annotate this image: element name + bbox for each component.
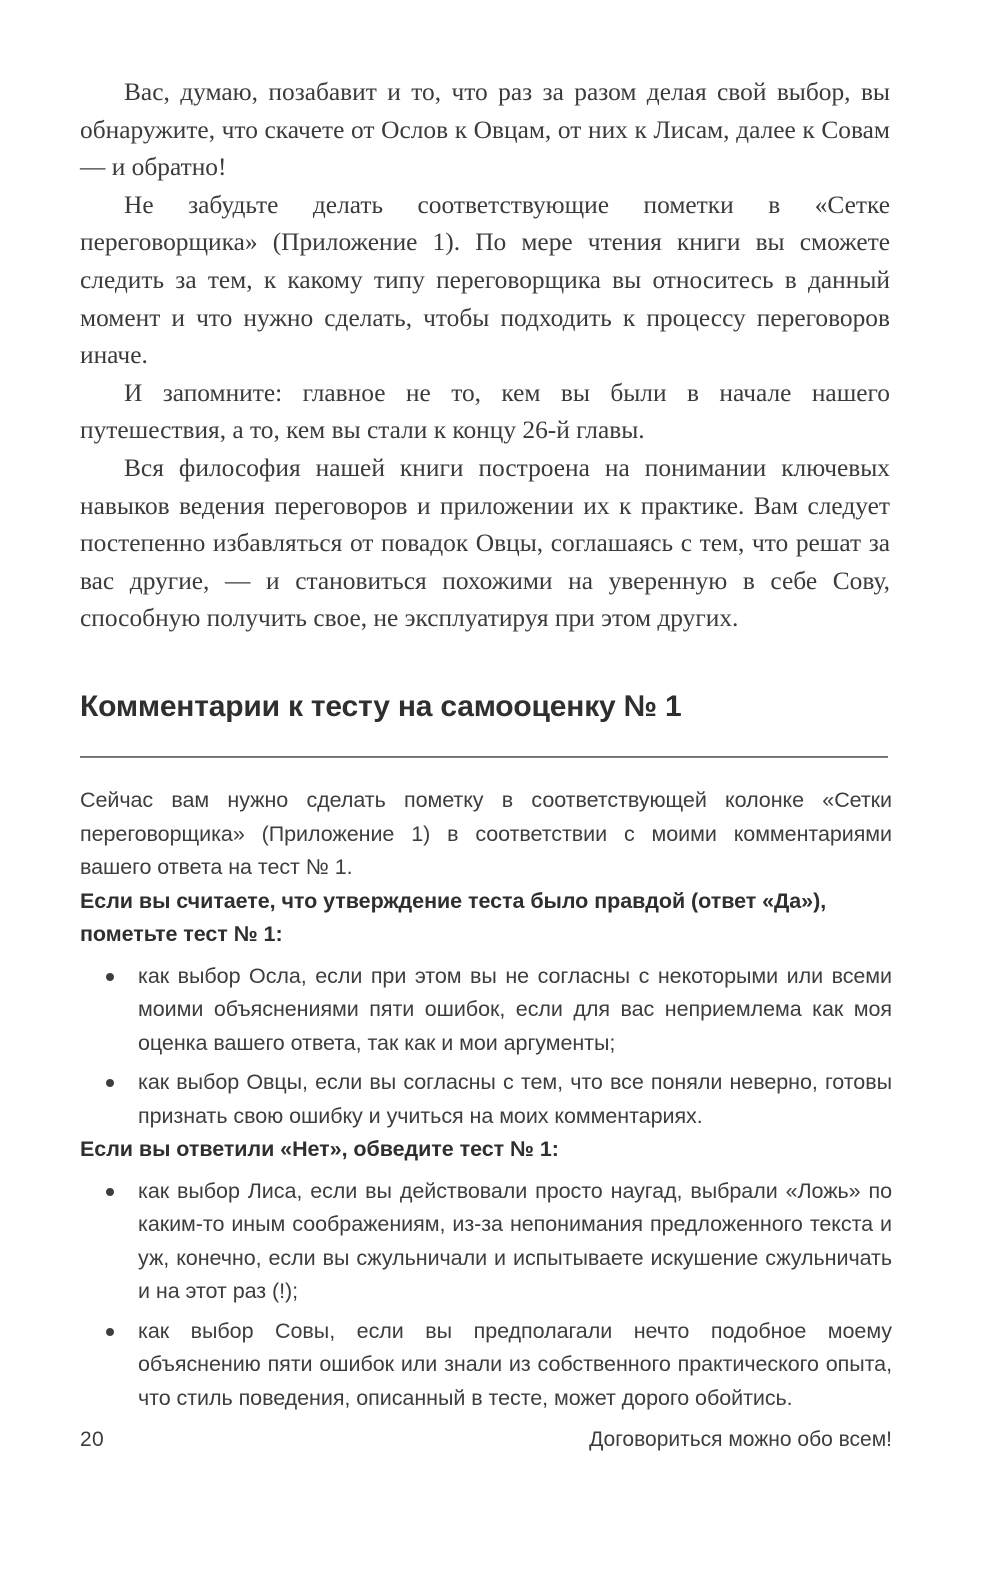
list-item xyxy=(80,1066,892,1133)
group-1-list xyxy=(80,960,892,1134)
body-text-block xyxy=(80,74,890,638)
bullet-dot-icon xyxy=(106,1079,114,1087)
bullet-dot-icon xyxy=(106,1328,114,1336)
page-footer xyxy=(80,1428,892,1460)
commentary-intro: Сейчас вам нужно сделать пометку в соответствующей колонке «Сетки переговорщика» (Приложение 1) в соответствии с моими комментариями вашего ответа на тест № 1. xyxy=(80,788,892,879)
numero-symbol: № xyxy=(623,690,657,723)
body-paragraph-3: И запомните: главное не то, кем вы были в начале нашего путешествия, а то, кем вы стали к концу 26-й главы. xyxy=(80,378,890,445)
bullet-dot-icon xyxy=(106,1188,114,1196)
list-item-text: как выбор Осла, если при этом вы не согласны с некоторыми или всеми моими объяснениями пяти ошибок, если для вас неприемлема как моя оценка вашего ответа, так как и мои аргументы; xyxy=(138,963,892,1055)
page-number: 20 xyxy=(80,1428,104,1451)
bullet-dot-icon xyxy=(106,973,114,981)
heading-divider xyxy=(80,756,888,758)
list-item xyxy=(80,1315,892,1416)
list-item xyxy=(80,1175,892,1309)
body-paragraph-2: Не забудьте делать соответствующие пометки в «Сетке переговорщика» (Приложение 1). По мере чтения книги вы сможете следить за тем, к какому типу переговорщика вы относитесь в данный момент и что нужно сделать, чтобы подходить к процессу переговоров иначе. xyxy=(80,190,890,370)
body-paragraph-4: Вся философия нашей книги построена на понимании ключевых навыков ведения переговоров и приложении их к практике. Вам следует постепенно избавляться от повадок Овцы, соглашаясь с тем, что решат за вас другие, — и становиться похожими на уверенную в себе Сову, способную получить свое, не эксплуатируя при этом других. xyxy=(80,453,890,633)
list-item-text: как выбор Овцы, если вы согласны с тем, что все поняли неверно, готовы признать свою ошибку и учиться на моих комментариях. xyxy=(138,1070,892,1128)
numero-icon xyxy=(624,690,657,724)
group-2-list xyxy=(80,1175,892,1416)
section-heading-text: Комментарии к тесту на самооценку xyxy=(80,690,624,723)
list-item-text: как выбор Совы, если вы предполагали нечто подобное моему объяснению пяти ошибок или знали из собственного практического опыта, что стиль поведения, описанный в тесте, может дорого обойтись. xyxy=(138,1318,892,1410)
group-1-lead: Если вы считаете, что утверждение теста было правдой (ответ «Да»), пометьте тест № 1: xyxy=(80,888,827,946)
body-paragraph-1: Вас, думаю, позабавит и то, что раз за разом делая свой выбор, вы обнаружите, что скачете от Ослов к Овцам, от них к Лисам, далее к Совам — и обратно! xyxy=(80,78,890,182)
list-item xyxy=(80,960,892,1061)
group-2-lead: Если вы ответили «Нет», обведите тест № 1: xyxy=(80,1137,559,1161)
section-heading-number: 1 xyxy=(656,690,682,723)
section-heading xyxy=(80,690,890,724)
commentary-block xyxy=(80,784,892,1415)
running-title: Договориться можно обо всем! xyxy=(589,1428,892,1451)
list-item-text: как выбор Лиса, если вы действовали просто наугад, выбрали «Ложь» по каким-то иным соображениям, из-за непонимания предложенного текста и уж, конечно, если вы сжульничали и испытываете искушение сжульничать и на этот раз (!); xyxy=(138,1178,892,1303)
